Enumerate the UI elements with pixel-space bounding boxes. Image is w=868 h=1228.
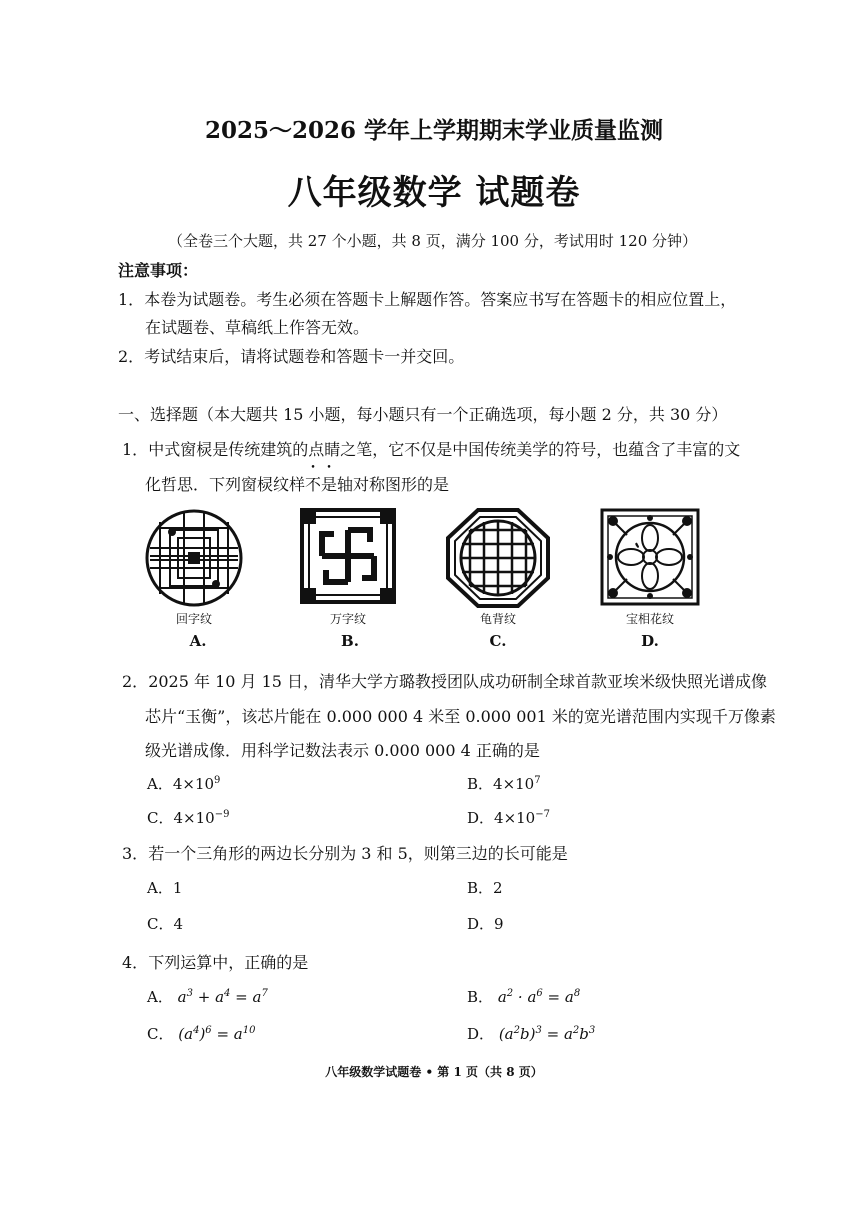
option-b xyxy=(467,773,541,794)
lattice-figure-c xyxy=(446,508,550,608)
question-number: 3． xyxy=(122,844,149,863)
option-a xyxy=(147,773,220,794)
figure-letter: D. xyxy=(641,632,659,650)
emphasis-char: 是 xyxy=(321,475,338,494)
option-formula: $(a^4)^6 = a^{10}$ xyxy=(178,1025,256,1043)
option-d xyxy=(467,1023,595,1044)
figure-caption: 回字纹 xyxy=(175,612,212,626)
option-c xyxy=(147,807,229,828)
option-letter: D． xyxy=(467,1025,495,1043)
question-number: 4． xyxy=(122,953,149,972)
option-b xyxy=(467,986,580,1007)
option-exponent: 7 xyxy=(534,775,541,786)
exam-title: 2025～2026 学年上学期期末学业质量监测 xyxy=(204,117,664,144)
option-text: 4×10 xyxy=(493,775,535,793)
lattice-figure-a xyxy=(140,508,248,608)
stem-text: 轴对称图形的是 xyxy=(337,475,450,494)
question-4 xyxy=(122,950,308,973)
notice-item-text: 本卷为试题卷。考生必须在答题卡上解题作答。答案应书写在答题卡的相应位置上， xyxy=(144,290,737,309)
option-letter: B． xyxy=(467,775,494,793)
option-letter: C． xyxy=(147,1025,174,1043)
question-2-line3: 级光谱成像．用科学记数法表示 0.000 000 4 正确的是 xyxy=(145,741,540,760)
question-2-line2: 芯片“玉衡”，该芯片能在 0.000 000 4 米至 0.000 001 米的宽光谱范围内实现千万像素 xyxy=(145,707,776,726)
question-1-line2 xyxy=(145,472,449,495)
option-text: 9 xyxy=(494,915,504,933)
notice-item-continued: 在试题卷、草稿纸上作答无效。 xyxy=(145,318,370,337)
option-letter: A． xyxy=(147,988,173,1006)
question-3 xyxy=(122,841,568,864)
option-a xyxy=(147,986,268,1007)
question-number: 2． xyxy=(122,672,149,691)
notice-item-num: 2． xyxy=(118,347,145,366)
notice-item-text: 考试结束后，请将试题卷和答题卡一并交回。 xyxy=(144,347,465,366)
option-text: 4 xyxy=(173,915,184,933)
option-a xyxy=(147,877,182,898)
option-exponent: −7 xyxy=(535,809,550,820)
option-text: 4×10 xyxy=(172,775,215,793)
lattice-figure-b xyxy=(300,508,396,604)
notice-item xyxy=(118,287,736,310)
option-formula: $a^2 \cdot a^6 = a^8$ xyxy=(497,988,581,1006)
stem-text: 化哲思．下列窗棂纹样 xyxy=(145,475,306,494)
section-heading: 一、选择题（本大题共 15 小题，每小题只有一个正确选项，每小题 2 分，共 30 分） xyxy=(118,405,728,424)
option-letter: B． xyxy=(467,988,494,1006)
question-stem: 下列运算中，正确的是 xyxy=(148,953,309,972)
question-1 xyxy=(122,437,740,460)
question-2 xyxy=(122,669,767,692)
notice-item xyxy=(118,344,464,367)
option-letter: D． xyxy=(467,809,495,827)
subject-title: 八年级数学 试题卷 xyxy=(287,173,581,213)
option-text: 1 xyxy=(172,879,183,897)
option-text: 4×10 xyxy=(173,809,215,827)
figure-letter: A. xyxy=(189,632,207,650)
option-c xyxy=(147,913,183,934)
figure-caption: 龟背纹 xyxy=(479,612,516,626)
page-footer: 八年级数学试题卷 • 第 1 页（共 8 页） xyxy=(325,1065,543,1079)
option-d xyxy=(467,913,504,934)
figure-caption: 万字纹 xyxy=(329,612,366,626)
notice-item-num: 1． xyxy=(118,290,145,309)
emphasis-char: 不 xyxy=(305,475,322,494)
option-letter: A． xyxy=(147,879,173,897)
question-stem: 2025 年 10 月 15 日，清华大学方璐教授团队成功研制全球首款亚埃米级快照光谱成像 xyxy=(148,672,768,691)
question-number: 1． xyxy=(122,440,149,459)
question-stem: 中式窗棂是传统建筑的点睛之笔，它不仅是中国传统美学的符号，也蕴含了丰富的文 xyxy=(148,440,741,459)
option-exponent: 9 xyxy=(214,775,221,786)
exam-info: （全卷三个大题，共 27 个小题，共 8 页，满分 100 分，考试用时 120 分钟） xyxy=(168,232,698,250)
option-formula: $(a^2b)^3 = a^2b^3$ xyxy=(498,1025,596,1043)
option-exponent: −9 xyxy=(214,809,230,820)
question-stem: 若一个三角形的两边长分别为 3 和 5，则第三边的长可能是 xyxy=(148,844,568,863)
figure-letter: C. xyxy=(489,632,507,650)
option-letter: B． xyxy=(467,879,494,897)
option-d xyxy=(467,807,550,828)
lattice-figure-d xyxy=(600,508,700,606)
option-c xyxy=(147,1023,255,1044)
option-letter: C． xyxy=(147,809,174,827)
option-letter: A． xyxy=(147,775,173,793)
option-letter: C． xyxy=(147,915,174,933)
option-letter: D． xyxy=(467,915,495,933)
notice-heading: 注意事项： xyxy=(118,261,199,280)
option-formula: $a^3 + a^4 = a^7$ xyxy=(177,988,268,1006)
figure-letter: B. xyxy=(341,632,359,650)
option-text: 2 xyxy=(493,879,503,897)
figure-caption: 宝相花纹 xyxy=(625,612,674,626)
option-text: 4×10 xyxy=(494,809,536,827)
option-b xyxy=(467,877,503,898)
